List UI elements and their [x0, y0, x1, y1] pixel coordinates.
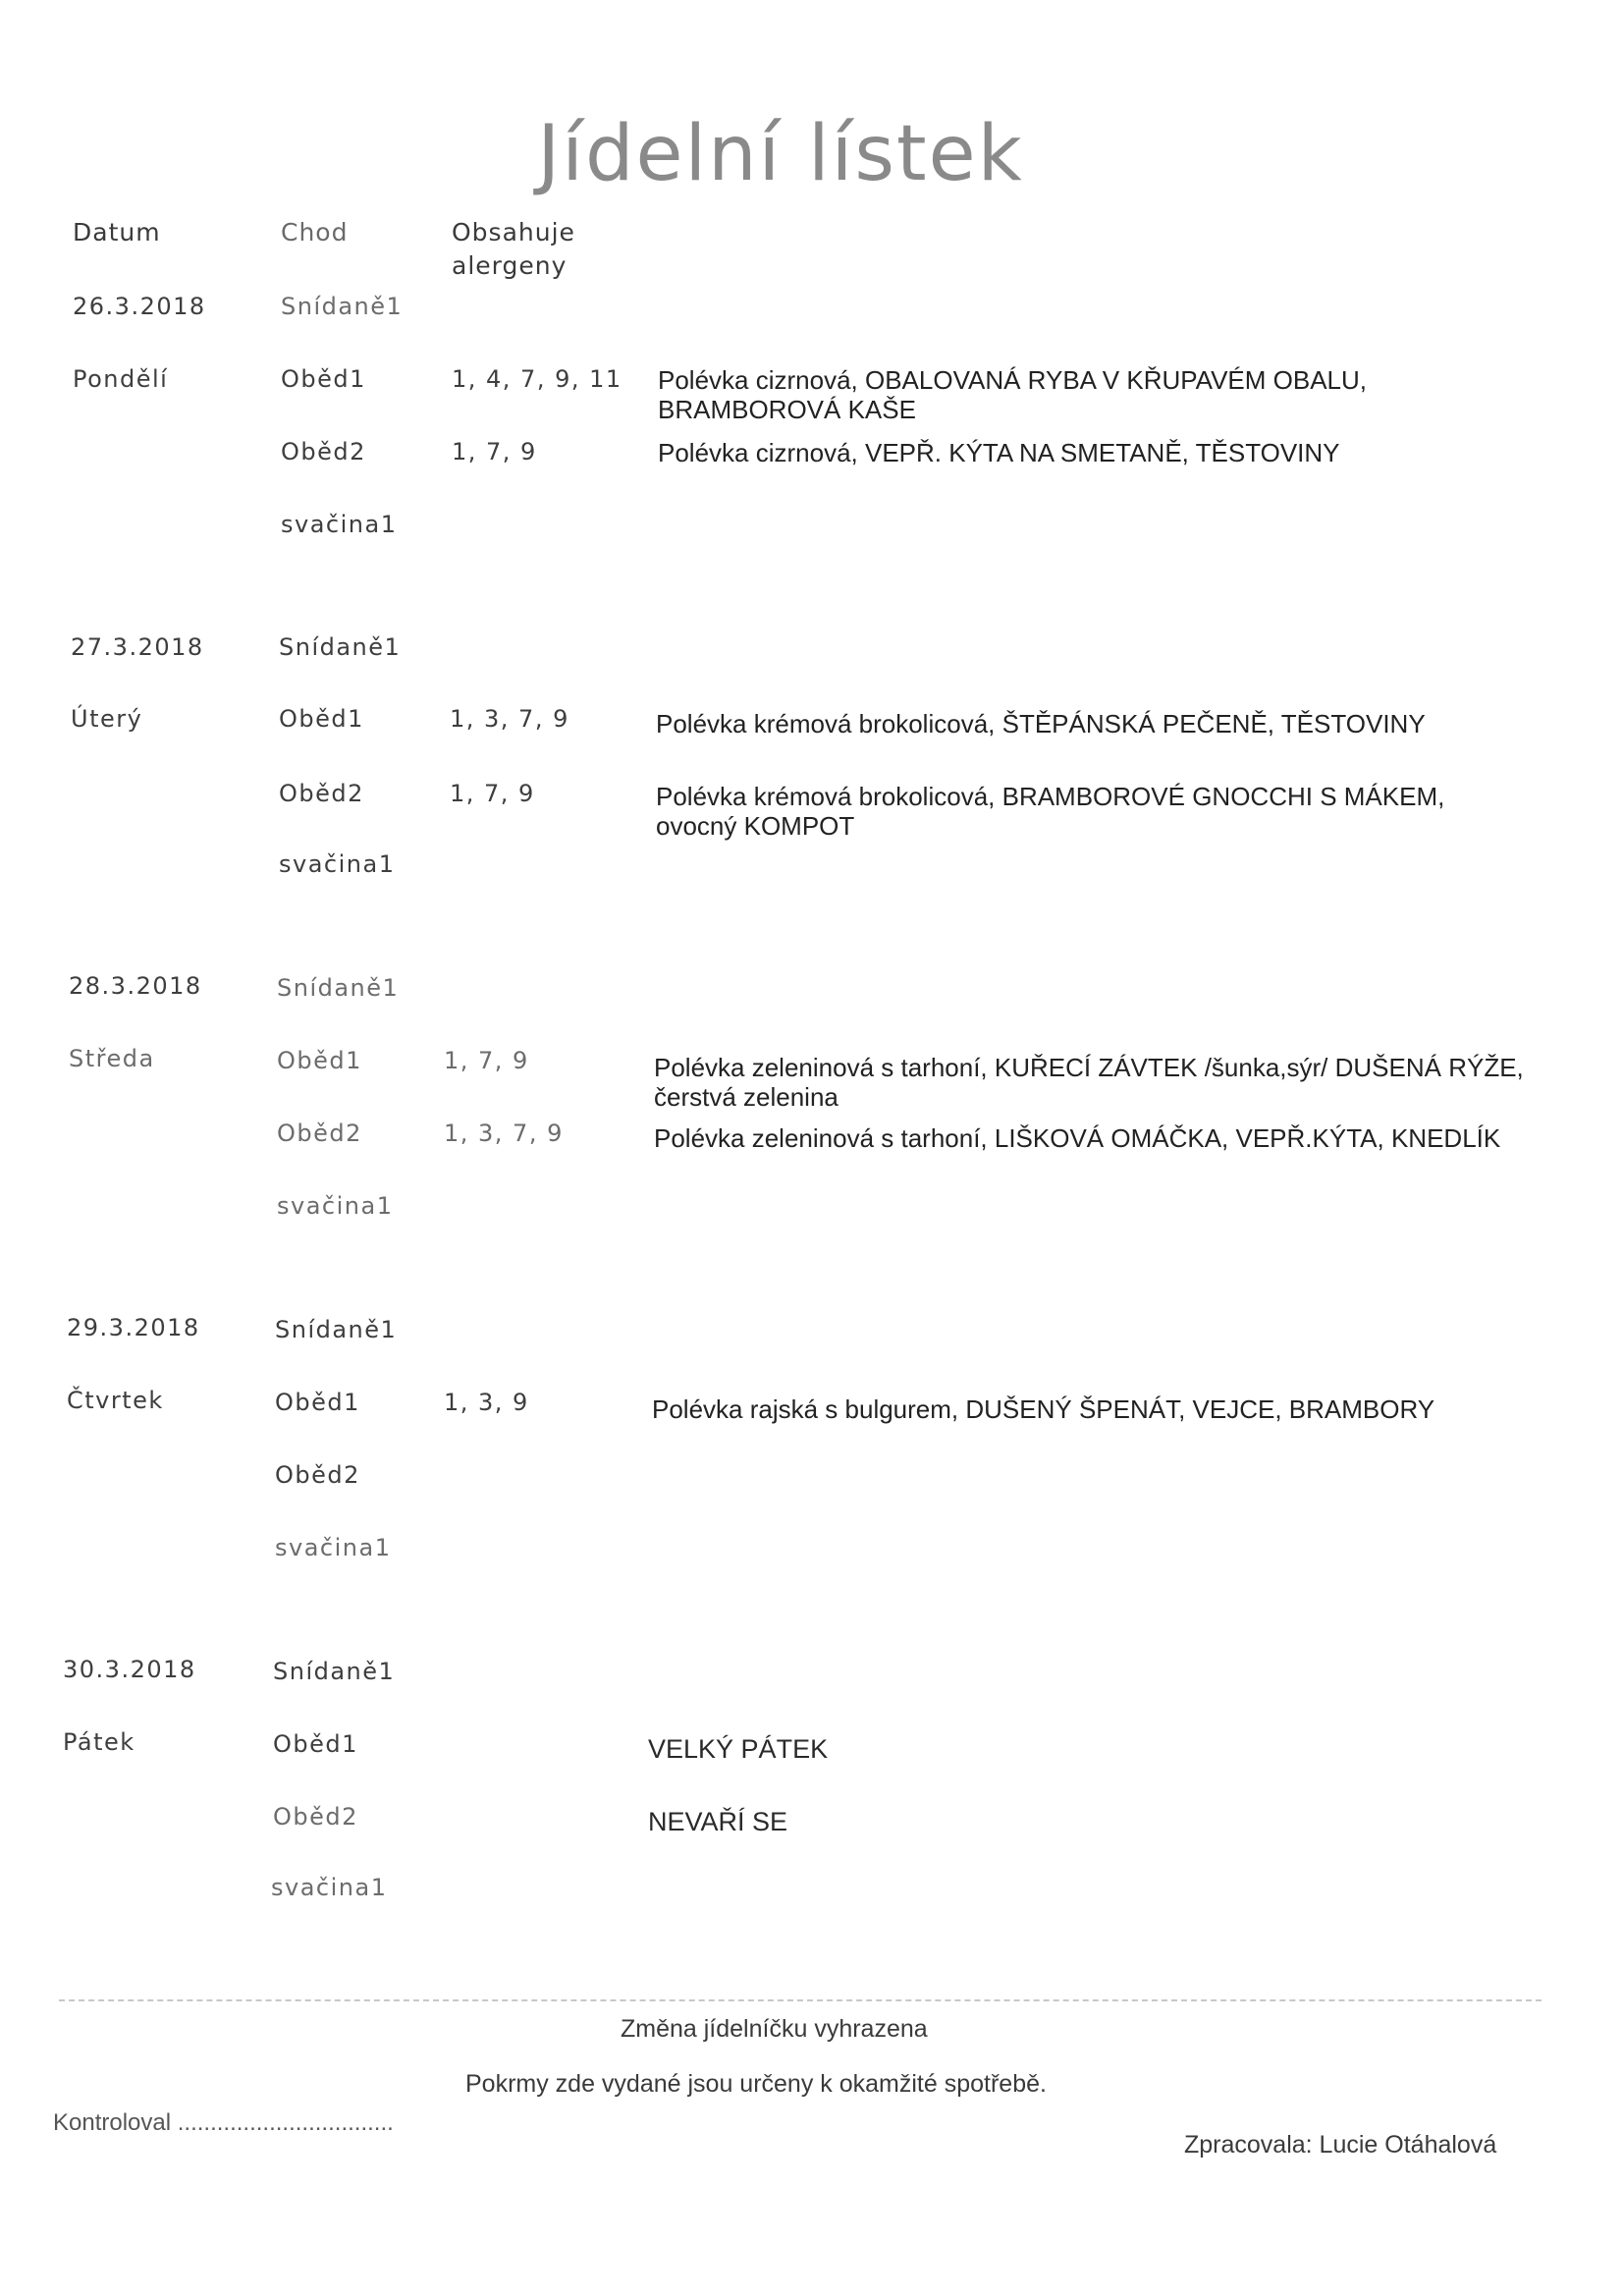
page-title: Jídelní lístek	[537, 110, 1024, 198]
day-weekday: Pátek	[63, 1728, 135, 1756]
day-date: 26.3.2018	[73, 293, 206, 320]
lunch2-allergens: 1, 7, 9	[450, 780, 535, 807]
lunch2-dish: Polévka zeleninová s tarhoní, LIŠKOVÁ OMÁČKA, VEPŘ.KÝTA, KNEDLÍK	[654, 1123, 1501, 1153]
header-course: Chod	[281, 218, 349, 246]
day-weekday: Úterý	[71, 705, 143, 733]
lunch2-label: Oběd2	[279, 780, 364, 807]
day-date: 27.3.2018	[71, 633, 204, 661]
lunch1-allergens: 1, 3, 7, 9	[450, 705, 569, 733]
lunch1-dish: Polévka cizrnová, OBALOVANÁ RYBA V KŘUPAVÉM OBALU, BRAMBOROVÁ KAŠE	[658, 365, 1368, 424]
lunch1-label: Oběd1	[273, 1730, 358, 1758]
header-date: Datum	[73, 218, 161, 246]
lunch1-dish: VELKÝ PÁTEK	[648, 1734, 829, 1764]
lunch1-label: Oběd1	[275, 1389, 360, 1416]
lunch1-label: Oběd1	[279, 705, 364, 733]
day-weekday: Čtvrtek	[67, 1387, 164, 1414]
lunch2-label: Oběd2	[273, 1803, 358, 1831]
lunch2-dish: NEVAŘÍ SE	[648, 1807, 788, 1836]
breakfast-label: Snídaně1	[279, 633, 402, 661]
lunch2-label: Oběd2	[277, 1120, 362, 1147]
lunch1-dish: Polévka rajská s bulgurem, DUŠENÝ ŠPENÁT, VEJCE, BRAMBORY	[652, 1394, 1435, 1424]
lunch2-allergens: 1, 3, 7, 9	[444, 1120, 564, 1147]
breakfast-label: Snídaně1	[281, 293, 404, 320]
snack-label: svačina1	[271, 1874, 388, 1901]
prepared-by: Zpracovala: Lucie Otáhalová	[1184, 2131, 1497, 2159]
breakfast-label: Snídaně1	[275, 1316, 398, 1343]
lunch2-dish: Polévka cizrnová, VEPŘ. KÝTA NA SMETANĚ, TĚSTOVINY	[658, 438, 1340, 467]
breakfast-label: Snídaně1	[273, 1658, 396, 1685]
lunch1-dish: Polévka krémová brokolicová, ŠTĚPÁNSKÁ PEČENĚ, TĚSTOVINY	[656, 709, 1426, 738]
day-date: 29.3.2018	[67, 1314, 200, 1341]
lunch1-allergens: 1, 7, 9	[444, 1047, 529, 1074]
day-weekday: Středa	[69, 1045, 155, 1072]
lunch2-label: Oběd2	[281, 438, 366, 465]
breakfast-label: Snídaně1	[277, 974, 400, 1002]
snack-label: svačina1	[275, 1534, 392, 1561]
lunch2-label: Oběd2	[275, 1461, 360, 1489]
header-allergens-line1: Obsahuje	[452, 218, 575, 246]
consumption-note: Pokrmy zde vydané jsou určeny k okamžité spotřebě.	[465, 2070, 1047, 2098]
lunch1-allergens: 1, 3, 9	[444, 1389, 529, 1416]
checked-by: Kontroloval .................................	[53, 2109, 394, 2136]
change-note: Změna jídelníčku vyhrazena	[621, 2015, 928, 2043]
day-date: 28.3.2018	[69, 972, 202, 1000]
lunch1-allergens: 1, 4, 7, 9, 11	[452, 365, 622, 393]
lunch1-dish: Polévka zeleninová s tarhoní, KUŘECÍ ZÁVTEK /šunka,sýr/ DUŠENÁ RÝŽE, čerstvá zelenina	[654, 1053, 1524, 1112]
header-allergens-line2: alergeny	[452, 251, 568, 280]
lunch1-label: Oběd1	[277, 1047, 362, 1074]
snack-label: svačina1	[281, 511, 398, 538]
footer-divider	[59, 1999, 1542, 2001]
snack-label: svačina1	[277, 1192, 394, 1220]
day-date: 30.3.2018	[63, 1656, 196, 1683]
lunch2-allergens: 1, 7, 9	[452, 438, 537, 465]
lunch2-dish: Polévka krémová brokolicová, BRAMBOROVÉ GNOCCHI S MÁKEM, ovocný KOMPOT	[656, 782, 1445, 841]
snack-label: svačina1	[279, 850, 396, 878]
lunch1-label: Oběd1	[281, 365, 366, 393]
day-weekday: Pondělí	[73, 365, 169, 393]
